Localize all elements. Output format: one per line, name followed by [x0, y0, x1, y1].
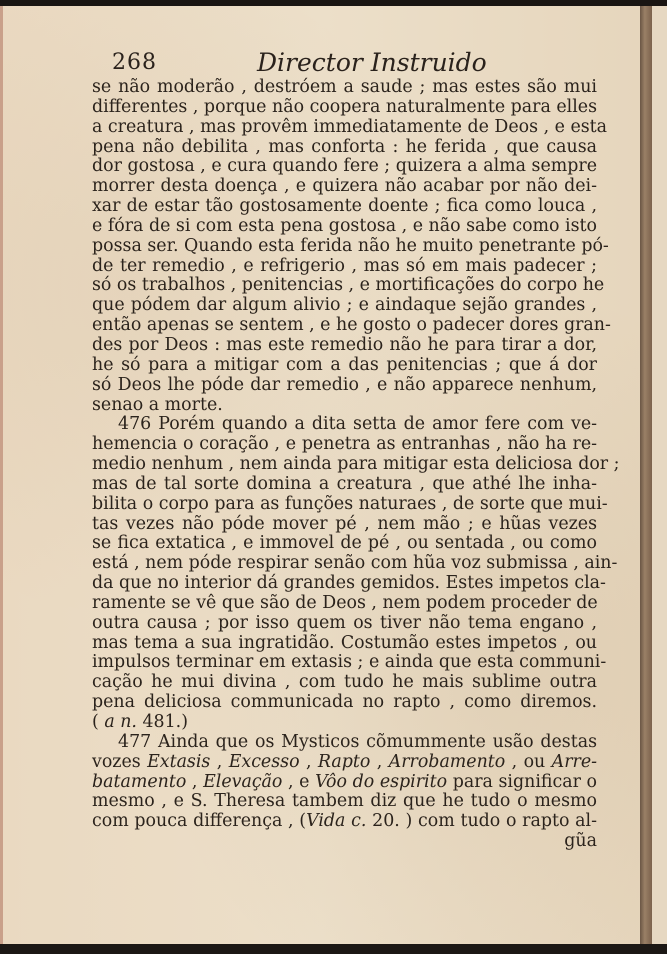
text-run: ,: [186, 771, 204, 792]
italic-run: Arre-: [551, 751, 598, 772]
book-gutter: [640, 6, 652, 946]
paragraph-number: 476: [118, 414, 152, 435]
text-line: impulsos terminar em extasis ; e ainda que esta communi-: [92, 652, 607, 673]
text-line: hemencia o coração , e penetra as entranhas , não ha re-: [92, 434, 597, 455]
text-line: des por Deos : mas este remedio não he para tirar a dor,: [92, 334, 597, 355]
text-line: senao a morte.: [92, 394, 223, 415]
text-line: tas vezes não póde mover pé , nem mão ; e hũas vezes: [92, 513, 597, 534]
body-text: [92, 77, 620, 852]
italic-run: Vôo do espirito: [315, 771, 448, 792]
text-run: , e: [282, 771, 316, 792]
running-title: Director Instruido: [257, 48, 487, 77]
text-line: [92, 812, 597, 832]
text-line: cação he mui divina , com tudo he mais sublime outra: [92, 672, 597, 693]
italic-run: Elevação: [203, 771, 283, 792]
text-run: ): [181, 712, 189, 732]
text-line: medio nenhum , nem ainda para mitigar esta deliciosa dor ;: [92, 454, 620, 475]
text-line: bilita o corpo para as funções naturaes , de sorte que mui-: [92, 493, 608, 514]
text-line: pena deliciosa communicada no rapto , como diremos.: [92, 692, 597, 713]
text-line: pena não debilita , mas conforta : he ferida , que causa: [92, 136, 597, 157]
text-run: , ou: [505, 751, 552, 772]
text-line: [92, 773, 597, 793]
text-line: da que no interior dá grandes gemidos. Estes impetos cla-: [92, 573, 606, 594]
italic-run: Rapto: [317, 751, 371, 772]
text-line: então apenas se sentem , e he gosto o padecer dores gran-: [92, 315, 611, 336]
text-line: mesmo , e S. Theresa tambem diz que he tudo o mesmo: [92, 791, 597, 812]
italic-run: Extasis: [147, 751, 211, 772]
text-line: [92, 753, 597, 773]
scan-bottom-edge: [0, 944, 667, 954]
text-line: dor gostosa , e cura quando fere ; quizera a alma sempre: [92, 156, 597, 177]
text-run: com pouca differença , (: [92, 811, 307, 832]
text-line: outra causa ; por isso quem os tiver não tema engano ,: [92, 612, 597, 633]
continued-paragraph: [92, 77, 611, 415]
text-line: se fica extatica , e immovel de pé , ou sentada , ou como: [92, 533, 597, 554]
text-line: morrer desta doença , e quizera não acabar por não dei-: [92, 176, 597, 197]
text-line: que pódem dar algum alivio ; e aindaque sejão grandes ,: [92, 295, 597, 316]
paragraph-477: [92, 733, 597, 852]
text-line: possa ser. Quando esta ferida não he muito penetrante pó-: [92, 235, 609, 256]
text-line: mas tema a sua ingratidão. Costumão estes impetos , ou: [92, 632, 597, 653]
italic-run: a n.: [104, 712, 137, 732]
text-line: de ter remedio , e refrigerio , mas só em mais padecer ;: [92, 255, 597, 276]
text-line: a creatura , mas provêm immediatamente de Deos , e esta: [92, 116, 608, 137]
text-line: se não moderão , destróem a saude ; mas estes são mui: [92, 77, 597, 97]
text-run: (: [92, 712, 99, 732]
text-run: 481.: [142, 712, 182, 732]
text-line: e fóra de si com esta pena gostosa , e não sabe como isto: [92, 215, 597, 236]
text-run: 20. ) com tudo o rapto al-: [366, 811, 597, 832]
text-line: he só para a mitigar com a das penitencias ; que á dor: [92, 354, 597, 375]
text-run: Porém quando a dita setta de amor fere com ve-: [158, 414, 598, 435]
paragraph-number: 477: [118, 731, 152, 752]
text-line: está , nem póde respirar senão com hũa voz submissa , ain-: [92, 553, 618, 574]
italic-run: Vida c.: [306, 811, 367, 832]
text-run: para significar o: [447, 771, 598, 792]
text-line: mas de tal sorte domina a creatura , que athé lhe inha-: [92, 473, 597, 494]
text-line: ramente se vê que são de Deos , nem podem proceder de: [92, 592, 598, 613]
text-run: vozes: [92, 751, 148, 772]
paragraph-first-line: [92, 415, 597, 435]
cross-reference: [92, 713, 597, 733]
catchword: gũa: [564, 831, 597, 852]
text-run: ,: [299, 751, 318, 772]
paragraph-first-line: [92, 733, 597, 753]
page-number: 268: [112, 50, 157, 75]
italic-run: Arrobamento: [388, 751, 506, 772]
facing-page-edge: [652, 6, 667, 946]
italic-run: batamento: [92, 771, 187, 792]
text-line: só Deos lhe póde dar remedio , e não apparece nenhum,: [92, 374, 597, 395]
text-run: ,: [370, 751, 389, 772]
paragraph-476: [92, 414, 620, 733]
text-run: ,: [210, 751, 229, 772]
text-run: Ainda que os Mysticos cõmummente usão destas: [157, 731, 597, 752]
text-line: xar de estar tão gostosamente doente ; fica como louca ,: [92, 196, 597, 217]
italic-run: Excesso: [228, 751, 300, 772]
text-line: só os trabalhos , penitencias , e mortificações do corpo he: [92, 275, 605, 296]
text-line: differentes , porque não coopera naturalmente para elles: [92, 96, 598, 117]
